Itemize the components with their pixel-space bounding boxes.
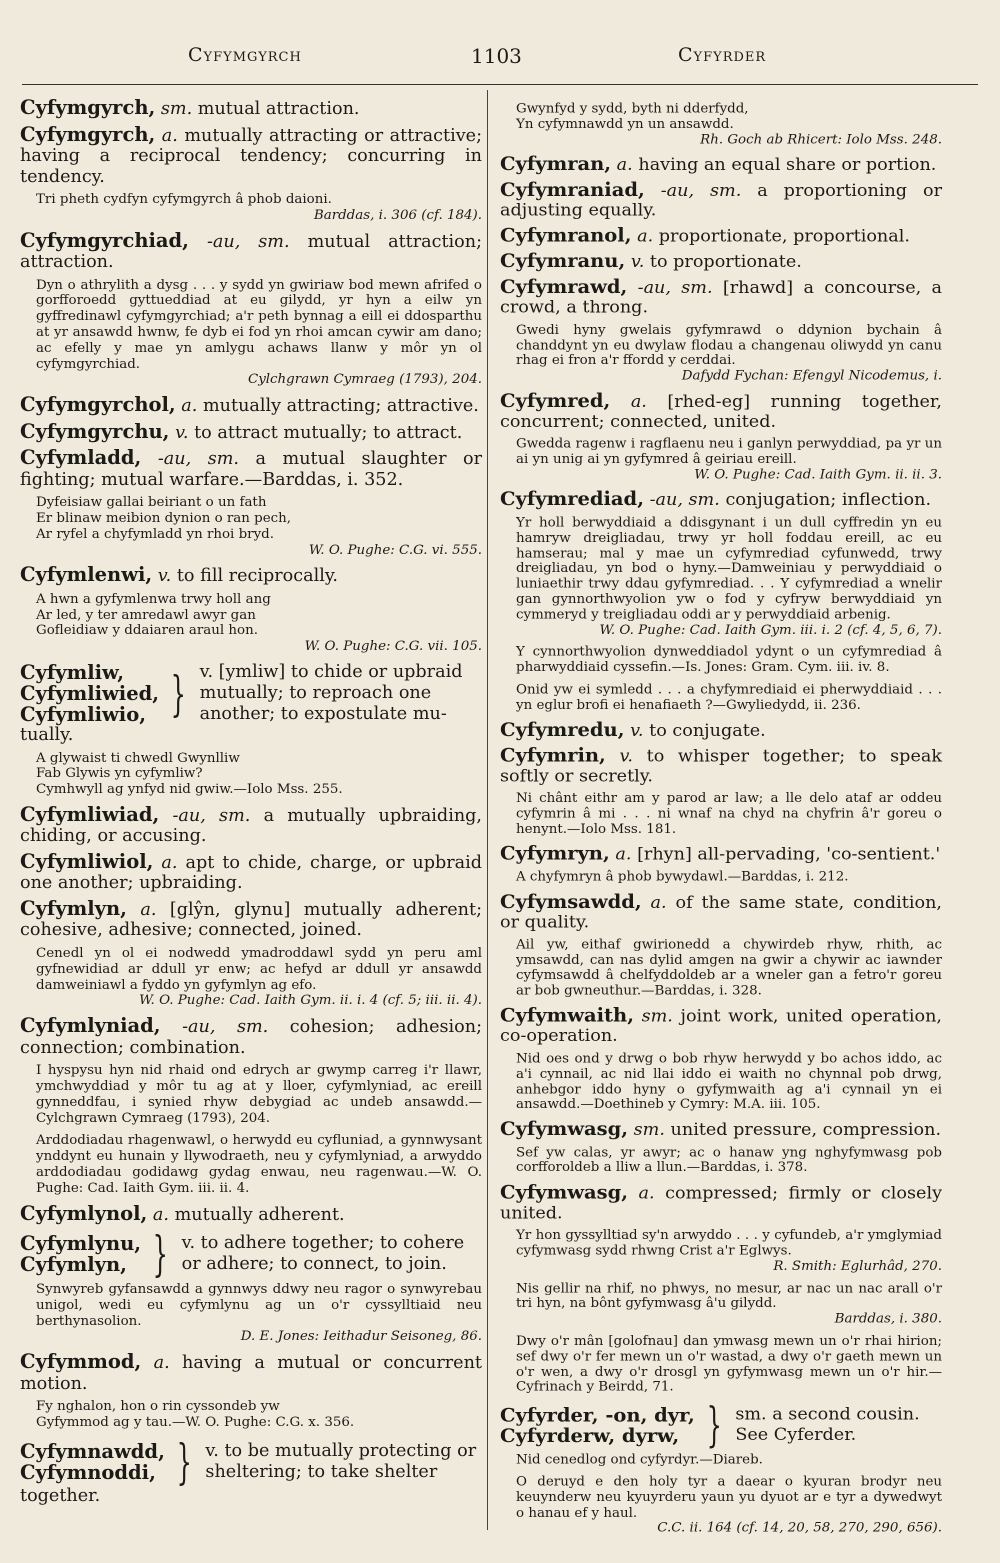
entry (20, 1352, 482, 1431)
entry (20, 419, 482, 444)
quotation (36, 1063, 482, 1126)
entry (500, 391, 942, 483)
headword: Cyfymlyn, (20, 896, 127, 920)
entry (500, 152, 942, 176)
quotation: Synwyreb gyfansawdd a gynnwys ddwy neu ragor o synwyrebau unigol, wedi eu cyfymlynu ag un o'r cyssylltiaid neu berthynasolion. D. E. Jones: Ieithadur Seisoneg, 86. (36, 1282, 482, 1345)
definition: to whisper together; to speak softly or secretly. (500, 746, 943, 787)
quotation (516, 938, 942, 999)
grammar: v. (619, 746, 633, 767)
quotation (516, 516, 942, 639)
headword: Cyfymliwied, (20, 682, 160, 706)
quotation (516, 645, 942, 676)
citation: C.C. ii. 164 (cf. 14, 20, 58, 270, 290, 656). (657, 1520, 942, 1536)
entry-definition (20, 1016, 482, 1058)
entry-definition (500, 1003, 943, 1047)
entry-definition (20, 1352, 482, 1394)
grammar: -au, sm. (157, 449, 239, 470)
quotation (516, 1334, 942, 1395)
entry-group-cyfymnawdd (20, 1433, 482, 1490)
headword: Cyfymlenwi, (20, 563, 153, 587)
headword: Cyfyrderw, dyrw, (500, 1424, 680, 1448)
grammar: v. (630, 720, 644, 741)
entry (20, 565, 482, 655)
entry-definition (500, 152, 942, 176)
citation: D. E. Jones: Ieithadur Seisoneg, 86. (240, 1329, 482, 1345)
definition: conjugation; inflection. (725, 490, 932, 511)
grammar: -au, sm. (649, 490, 720, 511)
headword: Cyfyrder, -on, dyr, (500, 1404, 695, 1427)
grammar: a. (650, 893, 667, 913)
entry (20, 896, 482, 1009)
grammar: a. (161, 852, 178, 873)
headword: Cyfymran, (500, 152, 612, 176)
entry (500, 892, 942, 999)
quotation (36, 1133, 482, 1196)
headword: Cyfymmod, (20, 1350, 142, 1374)
grammar: a. (615, 845, 632, 865)
quotation-text: Dyfeisiaw gallai beiriant o un fath Er blinaw meibion dynion o ran pech, Ar ryfel a chyfymladd yn rhoi bryd. (36, 495, 292, 542)
quotation-text: Gwedi hyny gwelais gyfymrawd o ddynion bychain â chanddynt yn eu dwylaw flodau a changenau oliwydd yn canu rhag ei fron a'r ffordd y cerddai. (516, 323, 942, 369)
quotation-text: Sef yw calas, yr awyr; ac o hanaw yng nghyfymwasg pob corfforoldeb a lliw a llun.—Barddas, i. 378. (516, 1145, 942, 1176)
quotation (516, 102, 942, 148)
quotation (516, 1281, 942, 1327)
headword: Cyfymlynol, (20, 1201, 148, 1225)
headword: Cyfymsawdd, (500, 890, 642, 913)
quotation-text: Nis gellir na rhif, no phwys, no mesur, ar nac un nac arall o'r tri hyn, na bônt gyfymwasg â'u gilydd. (516, 1281, 942, 1312)
entry-definition (500, 892, 942, 933)
grammar: a. (616, 155, 633, 176)
headword: Cyfymrawd, (500, 275, 628, 298)
entry (500, 1180, 943, 1396)
entry-definition (500, 275, 942, 319)
grammar: sm. (160, 99, 193, 119)
quotation (36, 946, 482, 1009)
entry-definition (20, 802, 483, 847)
entry-definition (20, 1201, 482, 1226)
headword: Cyfymgyrchol, (20, 393, 176, 417)
entry (500, 226, 942, 247)
definition: [rhed-eg] running together, concurrent; connected, united. (500, 392, 943, 432)
headword: Cyfymlynu, (20, 1232, 142, 1255)
grammar: -au, sm. (182, 1017, 269, 1038)
quotation-text: A chyfymryn â phob bywydawl.—Barddas, i. 212. (516, 869, 849, 885)
entry-group-cyfymliw (20, 662, 482, 725)
entry (500, 1003, 943, 1113)
headword: Cyfymgyrch, (20, 96, 156, 119)
entry (20, 98, 482, 120)
quotation (516, 1145, 942, 1176)
quotation-text: Arddodiadau rhagenwawl, o herwydd eu cyfluniad, a gynnwysant ynddynt eu hunain y llywodraeth, neu y cyfymlyniad, a arwyddo arddodiadau godidawg gydag enwau, neu ragenwau.—W. O. Pughe: Cad. Iaith Gym. iii. ii. 4. (36, 1133, 482, 1196)
running-head-left: Cyfymgyrch (188, 44, 302, 66)
grammar: v. (157, 566, 172, 587)
entry-definition (20, 122, 482, 188)
entry (500, 180, 942, 221)
definition: a mutually upbraiding, chiding, or accusing. (20, 805, 483, 847)
entry-definition (20, 849, 483, 894)
quotation (516, 1052, 942, 1113)
definition: sm. a second cousin. See Cyferder. (735, 1405, 920, 1446)
definition: v. to be mutually protecting or sheltering; to take shelter (205, 1440, 477, 1482)
quotation-text: Dwy o'r mân [golofnau] dan ymwasg mewn un o'r rhai hirion; sef dwy o'r fer mewn un o'r wastad, a dwy o'r gaeth mewn un o'r wen, a dwy o'r drosgl yn gyfymwasg mewn un o'r hir.—Cyfrinach y Beirdd, 71. (516, 1334, 942, 1395)
definition: cohesion; adhesion; connection; combination. (20, 1017, 483, 1058)
headword: Cyfymrediad, (500, 487, 644, 511)
quotation-text: Dyn o athrylith a dysg . . . y sydd yn gwiriaw bod mewn afrifed o gorfforoedd gyttueddiad at eu gilydd, yr hyn a eilw yn gyffredinawl cyfymgyrchiad; a'r peth bynnag a eill ei ddosparthu at yr ansawdd hwnw, fe dyb ei fod yn rhoi amcan cywir am dano; ac efelly y mae yn amlygu achaws llanw y môr yn ol cyfymgyrchiad. (36, 277, 482, 372)
definition: having a mutual or concurrent motion. (20, 1353, 482, 1394)
citation: W. O. Pughe: C.G. vi. 555. (308, 542, 482, 558)
headword: Cyfymladd, (20, 446, 142, 470)
quotation (516, 323, 942, 384)
definition: a mutual slaughter or fighting; mutual warfare.—Barddas, i. 352. (20, 449, 483, 490)
entry-definition (500, 226, 942, 247)
definition: to conjugate. (649, 720, 766, 741)
entry (20, 122, 482, 224)
quotation-text: Ni chânt eithr am y parod ar law; a lle delo ataf ar oddeu cyfymrin â mi . . . ni wnaf na chyd na chyfrin â'r goreu o henynt.—Iolo Mss. 181. (516, 791, 942, 837)
quotation-text: Onid yw ei symledd . . . a chyfymrediaid ei pherwyddiaid . . . yn eglur brofi ei henafiaeth ?—Gwyliedydd, ii. 236. (516, 682, 942, 713)
headword: Cyfymgyrchiad, (20, 228, 189, 252)
column-rule (487, 90, 488, 1530)
citation: W. O. Pughe: Cad. Iaith Gym. ii. ii. 3. (694, 467, 942, 483)
entry-definition (20, 395, 482, 417)
header-rule (22, 84, 978, 85)
headword: Cyfymred, (500, 389, 611, 412)
definition: mutually attracting or attractive; having a reciprocal tendency; concurring in tendency. (20, 125, 482, 187)
definition: united pressure, compression. (670, 1120, 942, 1141)
quotation-text: Fy nghalon, hon o rin cyssondeb yw Gyfymmod ag y tau.—W. O. Pughe: C.G. x. 356. (36, 1399, 355, 1430)
entry-definition (20, 565, 482, 587)
entry-definition (20, 896, 482, 941)
entry-definition (500, 720, 942, 741)
definition: a proportioning or adjusting equally. (500, 181, 942, 221)
headword: Cyfymryn, (500, 842, 610, 865)
grammar: a. (638, 1183, 655, 1204)
headword: Cyfymnawdd, (20, 1439, 165, 1463)
grammar: -au, sm. (206, 231, 290, 252)
entry (500, 275, 942, 385)
brace: } (152, 1226, 169, 1282)
quotation (36, 1399, 482, 1431)
entry (20, 802, 483, 847)
quotation-text: A hwn a gyfymlenwa trwy holl ang Ar led, y ter amredawl awyr gan Gofleidiaw y ddaiaren araul hon. (36, 591, 271, 639)
headword: Cyfymwasg, (500, 1180, 629, 1204)
entry (500, 1117, 942, 1176)
entry (20, 448, 482, 558)
definition: having an equal share or portion. (638, 155, 937, 176)
entry-definition (500, 1117, 942, 1141)
definition-continued: tually. (20, 725, 74, 746)
entry-group-cyfymlynu (20, 1226, 482, 1282)
quotation-text: Gwynfyd y sydd, byth ni dderfydd, Yn cyfymnawdd yn un ansawdd. (516, 101, 749, 132)
grammar: sm. (633, 1120, 665, 1141)
definition: mutual attraction; attraction. (20, 231, 483, 273)
quotation (516, 1229, 942, 1275)
definition: [rhawd] a concourse, a crowd, a throng. (500, 278, 942, 318)
entry (20, 395, 482, 417)
definition: to attract mutually; to attract. (194, 422, 463, 443)
quotation (36, 278, 482, 389)
entry-definition (500, 743, 943, 787)
entry (500, 844, 942, 885)
quotation-text: Nid oes ond y drwg o bob rhyw herwydd y bo achos iddo, ac a'i cynnail, ac nid llai iddo ei waith no chynnal pob drwg, anhebgor iddo hyny o gyfymwaith ag a'i cynnail yn ei ansawdd.—Doethineb y Cymry: M.A. iii. 105. (516, 1051, 942, 1113)
entry (500, 102, 942, 148)
headword: Cyfymwaith, (500, 1003, 635, 1027)
headword: Cyfymredu, (500, 718, 625, 741)
quotation-text: Ail yw, eithaf gwirionedd a chywirdeb rhyw, rhith, ac ymsawdd, can nas dylid amgen na gwir a chywir ac iawnder cyfymsawdd â chelfyddoldeb ar a wneler gan a fetro'r goreu ar bob gwneuthur.—Barddas, i. 328. (516, 937, 942, 999)
quotation: A glywaist ti chwedl Gwynlliw Fab Glywis yn cyfymliw? Cymhwyll ag ynfyd nid gwiw.—Iolo Mss. 255. (36, 750, 343, 798)
definition: apt to chide, charge, or upbraid one another; upbraiding. (20, 852, 483, 894)
headword: Cyfymgyrch, (20, 122, 156, 146)
citation: Barddas, i. 306 (cf. 184). (313, 207, 482, 223)
entry-definition (500, 249, 942, 273)
definition: mutually attracting; attractive. (202, 396, 479, 417)
entry-definition (20, 98, 482, 120)
headword: Cyfymranol, (500, 224, 632, 247)
grammar: a. (181, 396, 198, 417)
citation: W. O. Pughe: Cad. Iaith Gym. ii. i. 4 (cf. 5; iii. ii. 4). (139, 993, 482, 1009)
brace: } (176, 1433, 192, 1490)
headword: Cyfymranu, (500, 249, 626, 273)
entry-definition (500, 180, 942, 221)
headword: Cyfymliwiol, (20, 849, 154, 873)
grammar: -au, sm. (172, 805, 251, 826)
page-number: 1103 (471, 44, 522, 68)
quotation-text: Yr hon gyssylltiad sy'n arwyddo . . . y cyfundeb, a'r ymglymiad cyfymwasg sydd rhwng Crist a'r Eglwys. (516, 1228, 942, 1259)
headword: Cyfymliwiad, (20, 802, 160, 826)
definition: [glŷn, glynu] mutually adherent; cohesive, adhesive; connected, joined. (20, 899, 482, 941)
definition: [rhyn] all-pervading, 'co-sentient.' (637, 845, 941, 865)
grammar: -au, sm. (660, 181, 742, 201)
definition: of the same state, condition, or quality. (500, 893, 942, 933)
entry (20, 849, 483, 894)
definition: joint work, united operation, co-operation. (500, 1006, 943, 1047)
headword: Cyfymraniad, (500, 178, 645, 201)
quotation (516, 791, 942, 837)
grammar: a. (152, 1204, 170, 1225)
quotation-text: Cenedl yn ol ei nodwedd ymadroddawl sydd yn peru aml gyfnewidiad ar ddull yr enw; ac hefyd ar ddull yr ansawdd damweiniawl a fyddo yn gyfymlyn ag efo. (36, 945, 482, 993)
citation: Cylchgrawn Cymraeg (1793), 204. (247, 372, 482, 388)
definition: v. to adhere together; to cohere or adhere; to connect, to join. (181, 1233, 465, 1274)
entry (20, 1016, 482, 1196)
quotation-text: Y cynnorthwyolion dynweddiadol ydynt o un cyfymrediad â pharwyddiaid cyssefin.—Is. Jones: Gram. Cym. iii. iv. 8. (516, 645, 942, 675)
running-head-right: Cyfyrder (678, 44, 767, 66)
quotation-text: Gwedda ragenw i ragflaenu neu i ganlyn perwyddiad, pa yr un ai yn unig ai yn gyfymred â geiriau ereill. (516, 436, 942, 467)
entry-definition (500, 391, 942, 432)
quotation-text: Yr holl berwyddiaid a ddisgynant i un dull cyffredin yn eu hamryw dreigliadau, trwy yr holl foddau ereill, ac eu hamserau; mal y mae un cyfymrediad cyfunwedd, trwy dreigliadau, yn bod o hyny.—Damweiniau y perwyddiaid o luniaethir trwy ddau gyfymrediad. . . Y cyfymrediad a wnelir gan gynnorthwyolion yw o fod y cyfryw berwyddiaid yn cymmeryd y treigliadau oddi ar y perwyddiaid arbenig. (516, 515, 942, 623)
grammar: a. (630, 392, 647, 412)
quotation: O deruyd e den holy tyr a daear o kyuran brodyr neu keuynderw neu kyuyrderu yaun yu dyuot ar e tyr a dywedwyt o hanau ef y haul. C.C. ii. 164 (cf. 14, 20, 58, 270, 290, 656). (516, 1474, 942, 1536)
citation: R. Smith: Eglurhâd, 270. (773, 1259, 942, 1274)
entry (500, 487, 942, 713)
brace: } (706, 1398, 722, 1453)
quotation (36, 495, 482, 558)
citation: Barddas, i. 380. (834, 1312, 942, 1327)
right-column (500, 98, 942, 1543)
definition: mutual attraction. (197, 99, 360, 119)
headword: Cyfymliw, (20, 661, 125, 685)
citation: W. O. Pughe: C.G. vii. 105. (304, 639, 482, 655)
entry (20, 228, 483, 389)
grammar: a. (161, 125, 178, 146)
entry-definition (500, 1180, 943, 1224)
grammar: sm. (641, 1006, 673, 1027)
citation: W. O. Pughe: Cad. Iaith Gym. iii. i. 2 (cf. 4, 5, 6, 7). (599, 622, 942, 638)
quotation-text: Tri pheth cydfyn cyfymgyrch â phob daioni. (36, 192, 332, 207)
grammar: a. (637, 227, 654, 247)
headword: Cyfymnoddi, (20, 1460, 156, 1484)
grammar: a. (140, 899, 157, 920)
entry-definition (20, 448, 482, 490)
grammar: v. (175, 422, 189, 443)
definition: mutually adherent. (174, 1204, 345, 1225)
entry (20, 1201, 482, 1226)
left-column (20, 98, 482, 1511)
headword: Cyfymlyn, (20, 1253, 127, 1276)
definition: proportionate, proportional. (658, 227, 910, 247)
citation: Dafydd Fychan: Efengyl Nicodemus, i. (681, 369, 942, 384)
definition: to proportionate. (649, 252, 802, 273)
citation: Rh. Goch ab Rhicert: Iolo Mss. 248. (700, 132, 942, 148)
quotation (516, 437, 942, 483)
definition-continued: together. (20, 1485, 101, 1506)
entry (500, 743, 943, 838)
grammar: -au, sm. (637, 278, 713, 298)
quotation-text: I hyspysu hyn nid rhaid ond edrych ar gwymp carreg i'r llawr, ymchwyddiad y môr tu ag at y lloer, cyfymlyniad, ac ereill gynneddfau, i synied rhyw debygiad ac undeb ansawdd.—Cylchgrawn Cymraeg (1793), 204. (36, 1063, 482, 1126)
quotation (36, 192, 482, 224)
headword: Cyfymgyrchu, (20, 419, 170, 443)
entry-definition (500, 487, 942, 511)
quotation (36, 592, 482, 655)
brace: } (170, 665, 186, 722)
quotation (516, 870, 942, 885)
entry-definition (20, 228, 483, 273)
headword: Cyfymrin, (500, 743, 606, 767)
definition: compressed; firmly or closely united. (500, 1183, 943, 1224)
grammar: v. (630, 252, 645, 273)
quotation: Nid cenedlog ond cyfyrdyr.—Diareb. (516, 1452, 763, 1468)
entry (500, 720, 942, 741)
entry-definition (500, 844, 942, 865)
entry-definition (20, 419, 482, 444)
entry (500, 249, 942, 273)
definition: to fill reciprocally. (176, 566, 339, 587)
grammar: a. (153, 1353, 170, 1374)
definition: v. [ymliw] to chide or upbraid mutually; to reproach one another; to expostulate mu- (199, 662, 463, 725)
quotation (516, 683, 942, 714)
headword: Cyfymliwio, (20, 703, 147, 727)
entry-group-cyfyrder (500, 1398, 942, 1453)
headword: Cyfymlyniad, (20, 1014, 161, 1038)
headword: Cyfymwasg, (500, 1117, 629, 1141)
